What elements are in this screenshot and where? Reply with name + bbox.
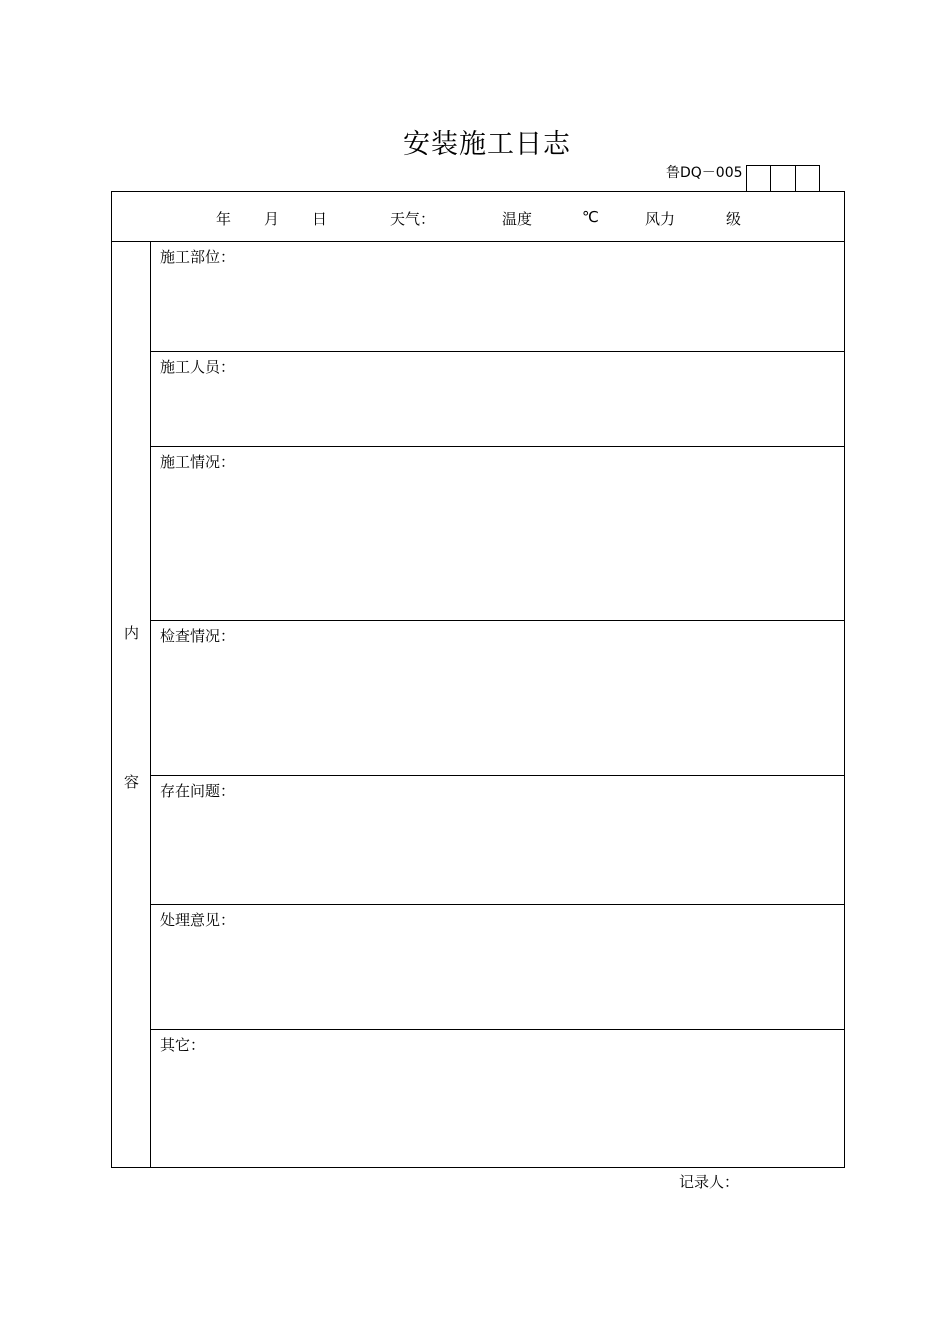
section-handling-opinions[interactable] [151,905,844,1030]
section-construction-staff[interactable] [151,352,844,447]
section-inspection-status[interactable] [151,621,844,776]
section-other[interactable] [151,1030,844,1167]
page-title: 安装施工日志 [403,129,571,160]
section-construction-status[interactable] [151,447,844,621]
wind-level-label: 级 [726,210,742,228]
year-label: 年 [216,210,232,228]
date-weather-row [112,192,844,242]
weather-label: 天气： [390,210,436,228]
section-label: 其它： [160,1036,206,1054]
section-existing-problems[interactable] [151,776,844,905]
form-code: 鲁DQ－005 [666,165,743,181]
day-label: 日 [312,210,328,228]
temperature-label: 温度 [502,210,533,228]
code-box[interactable] [747,166,770,191]
content-side-label [112,242,151,1167]
section-construction-location[interactable] [151,242,844,352]
section-label: 检查情况： [160,627,236,645]
side-char-rong: 容 [124,773,140,791]
section-label: 施工人员： [160,358,236,376]
wind-label: 风力 [645,210,676,228]
month-label: 月 [264,210,280,228]
section-label: 存在问题： [160,782,236,800]
section-label: 施工部位： [160,248,236,266]
log-table [111,191,845,1168]
section-label: 施工情况： [160,453,236,471]
temperature-unit: ℃ [582,208,599,226]
code-box[interactable] [795,166,819,191]
code-box[interactable] [770,166,794,191]
side-char-nei: 内 [124,624,140,642]
code-boxes [746,165,820,191]
section-label: 处理意见： [160,911,236,929]
recorder-label: 记录人： [679,1173,740,1191]
